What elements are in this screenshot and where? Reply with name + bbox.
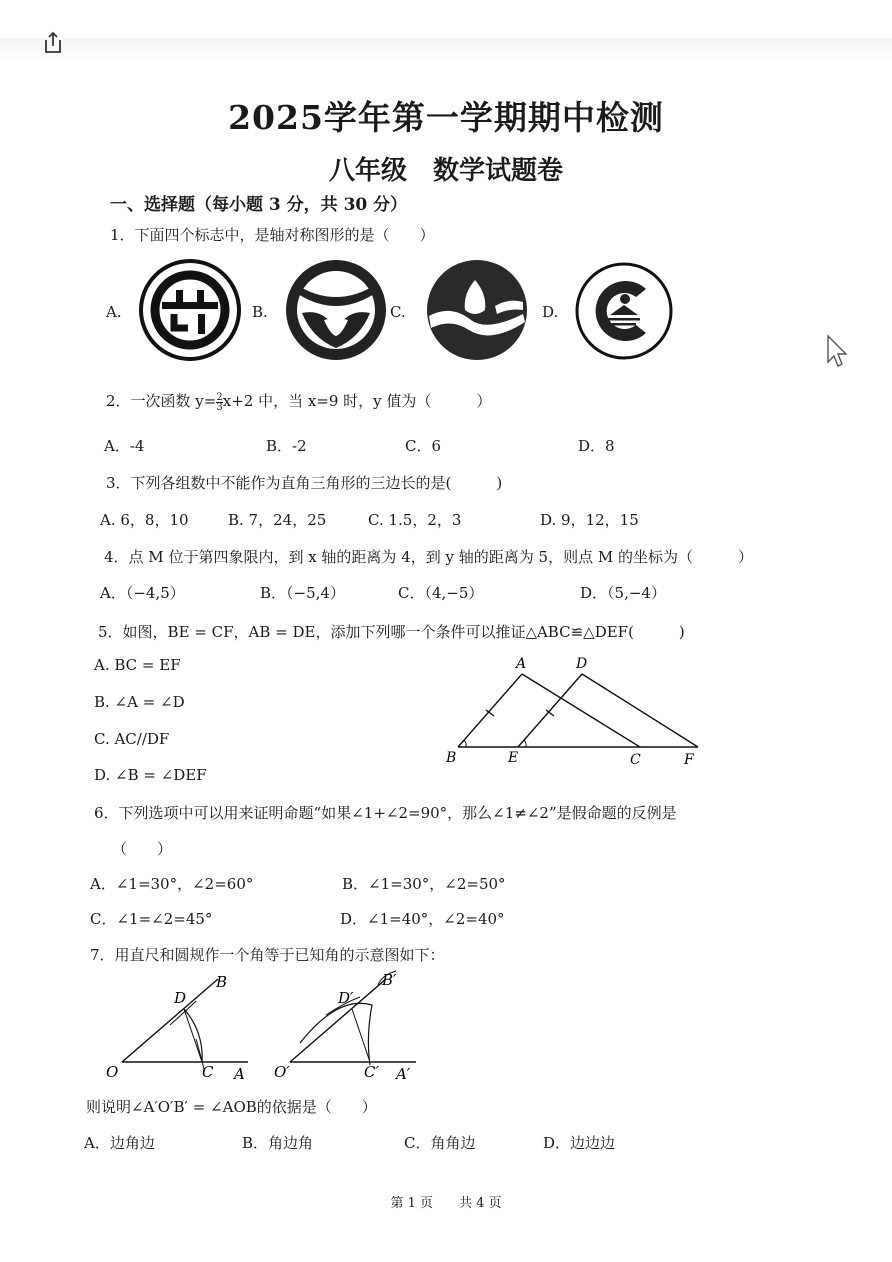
q7-follow: 则说明∠A′O′B′ = ∠AOB的依据是（ ） <box>86 1098 377 1116</box>
q5-option-c: C. AC//DF <box>94 730 170 748</box>
q4-option-a: A．（−4,5） <box>100 584 185 602</box>
q5-label-e: E <box>508 750 519 766</box>
q7-fig1-label-b: B <box>216 973 228 991</box>
q7-construction-figure <box>100 965 430 1085</box>
q4-stem: 4．点 M 位于第四象限内，到 x 轴的距离为 4，到 y 轴的距离为 5，则点 M 的坐标为（ ） <box>104 548 753 566</box>
section-heading: 一、选择题（每小题 3 分，共 30 分） <box>110 195 408 215</box>
q1-label-c: C. <box>390 303 406 321</box>
q7-fig1-label-o: O <box>106 1063 119 1081</box>
q1-label-a: A. <box>106 303 122 321</box>
q6-option-d: D．∠1=40°，∠2=40° <box>340 910 505 928</box>
q7-fig2-label-c: C′ <box>364 1063 379 1081</box>
logo-a-icon <box>138 258 242 362</box>
q7-option-c: C．角角边 <box>404 1134 476 1152</box>
q2-stem <box>106 390 491 412</box>
q4-option-c: C．（4,−5） <box>398 584 484 602</box>
q5-label-b: B <box>446 750 457 766</box>
q3-option-d: D. 9，12，15 <box>540 511 639 529</box>
q2-fraction-num: 2 <box>216 391 223 403</box>
q6-paren: （ ） <box>112 840 173 858</box>
q5-label-a: A <box>516 656 527 672</box>
q7-fig2-label-o: O′ <box>274 1063 290 1081</box>
q4-option-d: D．（5,−4） <box>580 584 666 602</box>
q7-fig1-label-c: C <box>202 1063 214 1081</box>
q7-fig1-label-d: D <box>174 989 187 1007</box>
q2-option-d: D．8 <box>578 437 615 455</box>
exam-subtitle: 八年级 数学试题卷 <box>328 156 563 186</box>
q5-option-d: D. ∠B = ∠DEF <box>94 766 207 784</box>
logo-c-icon <box>425 258 529 362</box>
q2-option-c: C．6 <box>405 437 442 455</box>
q5-label-d: D <box>576 656 588 672</box>
exam-title: 2025学年第一学期期中检测 <box>228 98 664 137</box>
q5-option-b: B. ∠A = ∠D <box>94 693 185 711</box>
q7-fig2-label-d: D′ <box>338 989 354 1007</box>
q5-label-c: C <box>630 752 641 768</box>
q5-label-f: F <box>684 752 694 768</box>
q1-label-b: B. <box>252 303 268 321</box>
q2-option-a: A．-4 <box>104 437 145 455</box>
q3-stem: 3．下列各组数中不能作为直角三角形的三边长的是( ) <box>106 474 503 492</box>
q7-option-b: B．角边角 <box>242 1134 314 1152</box>
q7-fig2-label-b: B′ <box>382 971 397 989</box>
q7-stem: 7．用直尺和圆规作一个角等于已知角的示意图如下： <box>90 946 445 964</box>
q2-option-b: B．-2 <box>266 437 307 455</box>
logo-d-icon <box>574 261 678 365</box>
page-footer: 第 1 页 共 4 页 <box>390 1196 502 1211</box>
q2-stem-pre: 2．一次函数 y= <box>106 392 217 410</box>
q2-fraction-den: 3 <box>216 401 223 413</box>
q7-fig1-label-a: A <box>234 1065 245 1083</box>
q5-option-a: A. BC = EF <box>94 656 181 674</box>
logo-b-icon <box>284 258 388 362</box>
q5-stem: 5．如图，BE = CF，AB = DE，添加下列哪一个条件可以推证△ABC≌△DEF( ) <box>98 623 685 641</box>
share-icon[interactable] <box>40 30 66 56</box>
q7-option-a: A．边角边 <box>84 1134 155 1152</box>
q3-option-b: B. 7，24，25 <box>228 511 327 529</box>
mouse-cursor-icon <box>826 334 848 368</box>
q6-option-a: A．∠1=30°，∠2=60° <box>90 875 254 893</box>
q1-stem: 1．下面四个标志中，是轴对称图形的是（ ） <box>110 226 435 244</box>
q2-stem-post: x+2 中，当 x=9 时，y 值为（ ） <box>222 392 492 410</box>
q3-option-a: A. 6，8，10 <box>100 511 189 529</box>
q4-option-b: B．（−5,4） <box>260 584 345 602</box>
q6-stem: 6．下列选项中可以用来证明命题“如果∠1+∠2=90°，那么∠1≠∠2”是假命题的反例是 <box>94 804 677 822</box>
q6-option-b: B．∠1=30°，∠2=50° <box>342 875 506 893</box>
q7-option-d: D．边边边 <box>543 1134 616 1152</box>
q6-option-c: C．∠1=∠2=45° <box>90 910 213 928</box>
q7-fig2-label-a: A′ <box>396 1065 411 1083</box>
q5-triangle-figure <box>440 652 720 776</box>
q1-label-d: D. <box>542 303 559 321</box>
q3-option-c: C. 1.5，2，3 <box>368 511 462 529</box>
scan-shadow <box>0 38 892 64</box>
